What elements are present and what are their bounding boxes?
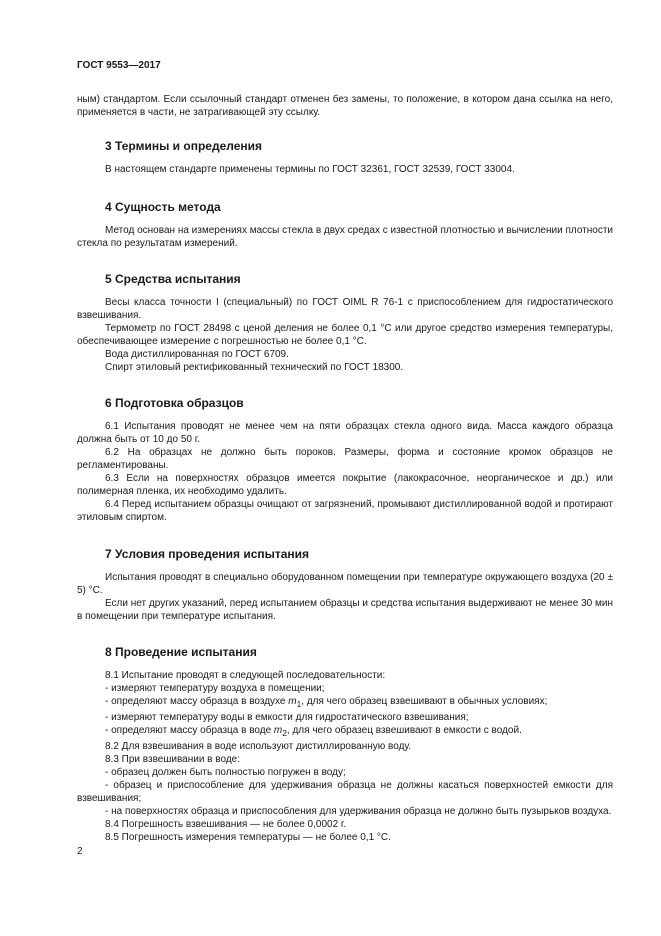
section-3-title: 3 Термины и определения bbox=[105, 139, 263, 153]
section-8-paragraph: 8.3 При взвешивании в воде: bbox=[105, 754, 240, 765]
section-5-body bbox=[77, 296, 613, 374]
section-3-paragraph: В настоящем стандарте применены термины по ГОСТ 32361, ГОСТ 32539, ГОСТ 33004. bbox=[105, 164, 515, 175]
section-8-paragraph bbox=[77, 724, 613, 740]
section-8-paragraph: - измеряют температуру воздуха в помещении; bbox=[105, 683, 325, 694]
section-8-paragraph: 8.4 Погрешность взвешивания — не более 0,0002 г. bbox=[105, 819, 347, 830]
section-7-title: 7 Условия проведения испытания bbox=[105, 547, 310, 561]
section-5-title: 5 Средства испытания bbox=[105, 272, 241, 286]
section-6-body bbox=[77, 420, 613, 524]
text-run: , для чего образец взвешивают в емкости с водой. bbox=[286, 725, 522, 736]
section-7-paragraph: Испытания проводят в специально оборудованном помещении при температуре окружающего воздуха (20 ± 5) °С. bbox=[77, 572, 613, 596]
section-8-paragraph: - образец и приспособление для удерживания образца не должны касаться поверхностей емкости для взвешивания; bbox=[77, 780, 613, 804]
section-8-body bbox=[77, 669, 613, 844]
section-8-paragraph: - образец должен быть полностью погружен в воду; bbox=[105, 767, 346, 778]
text-run: - определяют массу образца в воздухе bbox=[105, 696, 289, 707]
section-8-paragraph bbox=[77, 695, 613, 711]
section-8-paragraph: 8.2 Для взвешивания в воде используют дистиллированную воду. bbox=[105, 741, 412, 752]
section-8-title: 8 Проведение испытания bbox=[105, 645, 257, 659]
section-5-paragraph: Вода дистиллированная по ГОСТ 6709. bbox=[105, 349, 289, 360]
text-run: - определяют массу образца в воде bbox=[105, 725, 274, 736]
section-7-body bbox=[77, 571, 613, 623]
section-6-paragraph: 6.2 На образцах не должно быть пороков. Размеры, форма и состояние кромок образцов не регламентированы. bbox=[77, 447, 613, 471]
section-8-paragraph: 8.1 Испытание проводят в следующей последовательности: bbox=[105, 670, 386, 681]
math-subscript: 2 bbox=[282, 728, 287, 738]
document-header: ГОСТ 9553—2017 bbox=[77, 60, 161, 71]
text-run: , для чего образец взвешивают в обычных условиях; bbox=[301, 696, 548, 707]
section-5-paragraph: Термометр по ГОСТ 28498 с ценой деления не более 0,1 °С или другое средство измерения температуры, обеспечивающее измерение с погрешностью не более 0,1 °С. bbox=[77, 323, 613, 347]
section-7-paragraph: Если нет других указаний, перед испытанием образцы и средства испытания выдерживают не менее 30 мин в помещении при температуре испытания. bbox=[77, 598, 613, 622]
section-4-body bbox=[77, 224, 613, 250]
section-8-paragraph: - на поверхностях образца и приспособления для удерживания образца не должно быть пузырьков воздуха. bbox=[105, 806, 612, 817]
document-body bbox=[77, 93, 613, 844]
section-8-paragraph: 8.5 Погрешность измерения температуры — не более 0,1 °С. bbox=[105, 832, 391, 843]
section-6-paragraph: 6.4 Перед испытанием образцы очищают от загрязнений, промывают дистиллированной водой и протирают этиловым спиртом. bbox=[77, 499, 613, 523]
section-5-paragraph: Спирт этиловый ректификованный технический по ГОСТ 18300. bbox=[105, 362, 404, 373]
section-3-body bbox=[77, 163, 613, 176]
page-number: 2 bbox=[77, 846, 83, 857]
section-6-paragraph: 6.1 Испытания проводят не менее чем на пяти образцах стекла одного вида. Масса каждого образца должна быть от 10 до 50 г. bbox=[77, 421, 613, 445]
math-subscript: 1 bbox=[296, 699, 302, 709]
section-5-paragraph: Весы класса точности I (специальный) по ГОСТ OIML R 76-1 с приспособлением для гидростатического взвешивания. bbox=[77, 297, 613, 321]
section-6-title: 6 Подготовка образцов bbox=[105, 396, 244, 410]
intro-paragraph: ным) стандартом. Если ссылочный стандарт отменен без замены, то положение, в котором дана ссылка на него, применяется в части, не затрагивающей эту ссылку. bbox=[77, 94, 613, 118]
math-variable: m bbox=[273, 725, 283, 736]
section-4-paragraph: Метод основан на измерениях массы стекла в двух средах с известной плотностью и вычислении плотности стекла по результатам измерений. bbox=[77, 225, 613, 249]
section-6-paragraph: 6.3 Если на поверхностях образцов имеется покрытие (лакокрасочное, неорганическое и др.) или полимерная пленка, их необходимо удалить. bbox=[77, 473, 613, 497]
math-variable: m bbox=[288, 696, 297, 707]
section-8-paragraph: - измеряют температуру воды в емкости для гидростатического взвешивания; bbox=[105, 712, 469, 723]
section-4-title: 4 Сущность метода bbox=[105, 200, 221, 214]
